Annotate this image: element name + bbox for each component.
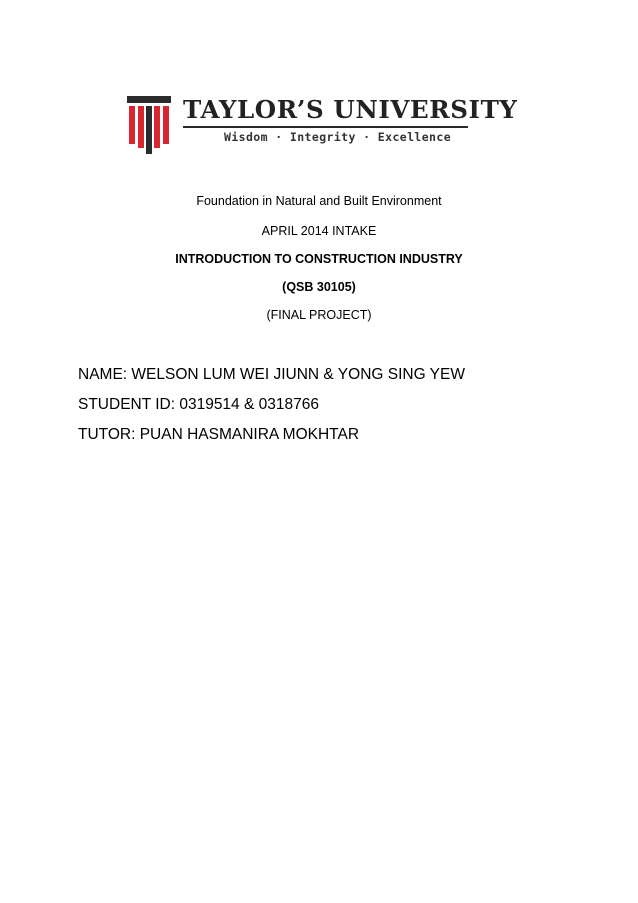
- intake-label: APRIL 2014 INTAKE: [261, 224, 377, 238]
- university-tagline: Wisdom · Integrity · Excellence: [224, 130, 452, 144]
- subject-code: (QSB 30105): [282, 280, 356, 294]
- tutor-name: TUTOR: PUAN HASMANIRA MOKHTAR: [78, 426, 360, 443]
- logo-divider: [183, 126, 468, 128]
- university-crest-icon: [127, 96, 171, 154]
- student-names: NAME: WELSON LUM WEI JIUNN & YONG SING YEW: [78, 366, 465, 383]
- university-name: TAYLOR’S UNIVERSITY: [183, 95, 518, 124]
- student-ids: STUDENT ID: 0319514 & 0318766: [78, 396, 319, 413]
- programme-title: Foundation in Natural and Built Environment: [196, 194, 442, 208]
- project-type: (FINAL PROJECT): [266, 308, 372, 322]
- subject-title: INTRODUCTION TO CONSTRUCTION INDUSTRY: [175, 252, 463, 266]
- university-logo: [127, 95, 518, 154]
